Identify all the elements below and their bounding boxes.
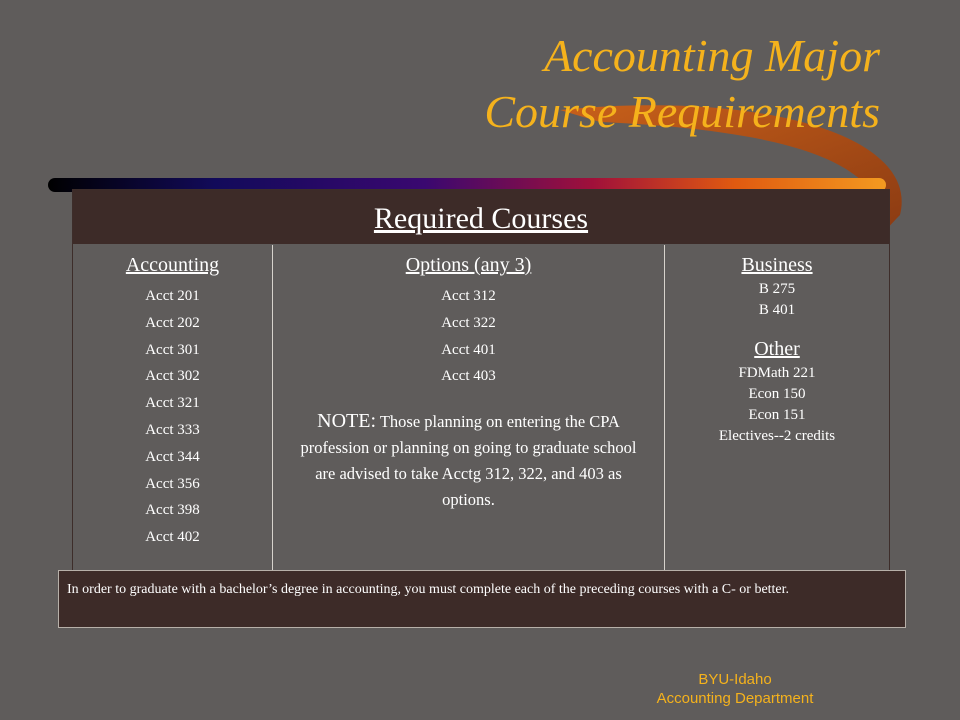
list-item: Acct 401 — [441, 341, 496, 358]
list-item: Acct 321 — [145, 395, 200, 412]
list-item: Econ 150 — [748, 386, 806, 402]
other-heading: Other — [754, 338, 800, 360]
accounting-heading: Accounting — [125, 254, 220, 276]
list-item: Acct 398 — [145, 502, 200, 519]
list-item: B 401 — [758, 302, 796, 318]
business-heading: Business — [741, 254, 813, 276]
note-label: NOTE: — [317, 410, 377, 433]
other-course-list — [665, 363, 889, 447]
department-line-2: Accounting Department — [656, 690, 814, 707]
graduation-requirement-note: In order to graduate with a bachelor’s degree in accounting, you must complete each of the preceding courses with a C- or better. — [58, 570, 906, 628]
list-item: B 275 — [758, 281, 796, 297]
title-line-2: Course Requirements — [484, 86, 880, 137]
list-item: FDMath 221 — [738, 365, 816, 381]
list-item: Econ 151 — [748, 407, 806, 423]
options-column — [273, 245, 665, 570]
required-courses-table — [72, 189, 890, 571]
list-item: Acct 333 — [145, 421, 200, 438]
list-item: Acct 202 — [145, 314, 200, 331]
list-item: Acct 312 — [441, 288, 496, 304]
title-line-1: Accounting Major — [544, 30, 880, 81]
business-column — [665, 245, 889, 570]
accounting-column — [73, 245, 273, 570]
options-note — [291, 408, 646, 513]
business-course-list — [665, 279, 889, 321]
list-item: Acct 356 — [145, 475, 200, 492]
accounting-course-list — [73, 283, 272, 551]
list-item: Acct 301 — [145, 341, 200, 358]
list-item: Acct 302 — [145, 368, 200, 385]
options-heading: Options (any 3) — [405, 254, 532, 276]
department-line-1: BYU-Idaho — [698, 671, 772, 688]
list-item: Acct 403 — [441, 368, 496, 385]
slide-title — [0, 28, 880, 140]
list-item: Acct 344 — [145, 448, 200, 465]
options-course-list — [273, 283, 664, 390]
list-item: Acct 322 — [441, 314, 496, 331]
list-item: Acct 402 — [145, 529, 200, 546]
note-text: Those planning on entering the CPA profession or planning on going to graduate school are advised to take Acctg 312, 322, and 403 as options. — [300, 412, 637, 510]
department-label — [600, 670, 870, 708]
list-item: Acct 201 — [145, 288, 200, 304]
table-header: Required Courses — [73, 190, 889, 244]
list-item: Electives--2 credits — [718, 428, 836, 444]
